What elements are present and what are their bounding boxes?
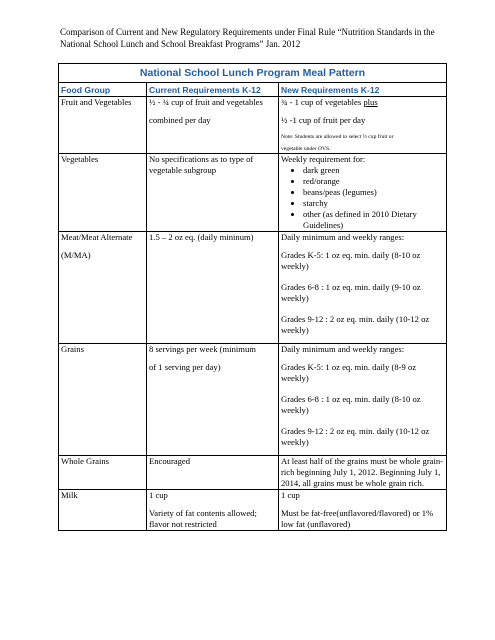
- current-text: Encouraged: [149, 456, 191, 466]
- spacer: [281, 108, 444, 115]
- cell-new: [279, 97, 447, 154]
- cell-new: [279, 232, 447, 344]
- new-text: 1 cup: [281, 490, 300, 500]
- cell-new: [279, 490, 447, 531]
- table-row-whole-grains: [59, 456, 447, 490]
- table-row-vegetables: [59, 154, 447, 232]
- cell-food-group: [59, 490, 147, 531]
- table-row-fruit-vegetables: [59, 97, 447, 154]
- food-group-label: Milk: [61, 490, 78, 500]
- spacer: [281, 355, 444, 362]
- current-text: Variety of fat contents allowed; flavor not restricted: [149, 508, 257, 529]
- food-group-label: Meat/Meat Alternate: [61, 232, 133, 242]
- spacer: [281, 243, 444, 250]
- spacer: [149, 355, 276, 362]
- food-group-label: Grains: [61, 344, 84, 354]
- header-line-1: Comparison of Current and New Regulatory Requirements under Final Rule “Nutrition Standards in the: [60, 27, 435, 37]
- current-text: ½ - ¾ cup of fruit and vegetables: [149, 97, 263, 107]
- spacer: [281, 448, 444, 455]
- cell-new: [279, 344, 447, 456]
- new-text: Grades K-5: 1 oz eq. min. daily (8-9 oz weekly): [281, 362, 417, 383]
- column-header-current: Current Requirements K-12: [147, 83, 279, 97]
- cell-food-group: [59, 456, 147, 490]
- header-line-2: National School Lunch and School Breakfast Programs” Jan. 2012: [60, 39, 301, 49]
- spacer: [281, 384, 444, 394]
- cell-current: [147, 154, 279, 232]
- new-text: Weekly requirement for:: [281, 154, 366, 164]
- current-text: 1.5 – 2 oz eq. (daily mininum): [149, 232, 254, 242]
- spacer: [281, 336, 444, 343]
- meal-pattern-table: [58, 63, 447, 531]
- food-group-label: (M/MA): [61, 250, 91, 260]
- spacer: [61, 243, 144, 250]
- current-text: of 1 serving per day): [149, 362, 221, 372]
- table-row-grains: [59, 344, 447, 456]
- column-header-row: [59, 83, 447, 97]
- list-item: • other (as defined in 2010 Dietary Guidelines): [303, 209, 444, 231]
- new-text: At least half of the grains must be whole grain-rich beginning July 1, 2012. Beginning July 1, 2014, all grains must be whole grain rich.: [281, 456, 444, 488]
- spacer: [281, 126, 444, 133]
- new-text: Grades 6-8 : 1 oz eq. min. daily (8-10 oz weekly): [281, 394, 421, 415]
- list-item: • dark green: [303, 165, 444, 176]
- spacer: [149, 501, 276, 508]
- current-text: 8 servings per week (minimum: [149, 344, 256, 354]
- list-item: • starchy: [303, 198, 444, 209]
- current-text: 1 cup: [149, 490, 168, 500]
- column-header-new: New Requirements K-12: [279, 83, 447, 97]
- new-text: Must be fat-free(unflavored/flavored) or 1% low fat (unflavored): [281, 508, 434, 529]
- current-text: combined per day: [149, 115, 211, 125]
- spacer: [281, 304, 444, 314]
- vegetable-subgroup-list: [281, 165, 444, 231]
- spacer: [149, 108, 276, 115]
- new-text: Grades 9-12 : 2 oz eq. min. daily (10-12 oz weekly): [281, 426, 430, 447]
- food-group-label: Whole Grains: [61, 456, 109, 466]
- cell-food-group: [59, 232, 147, 344]
- cell-food-group: [59, 154, 147, 232]
- current-text: vegetable subgroup: [149, 165, 217, 175]
- cell-current: [147, 232, 279, 344]
- note-text: vegetable under OVS.: [281, 146, 331, 152]
- new-text: Grades 6-8 : 1 oz eq. min. daily (9-10 oz weekly): [281, 282, 421, 303]
- table-row-meat: [59, 232, 447, 344]
- table-row-milk: [59, 490, 447, 531]
- spacer: [281, 416, 444, 426]
- new-text: Daily minimum and weekly ranges:: [281, 232, 405, 242]
- note-text: Note: Students are allowed to select ½ cup fruit or: [281, 134, 394, 140]
- new-text-prefix: ¾ - 1 cup of vegetables: [281, 97, 364, 107]
- new-text: Grades K-5: 1 oz eq. min. daily (8-10 oz weekly): [281, 250, 421, 271]
- cell-current: [147, 490, 279, 531]
- spacer: [281, 501, 444, 508]
- cell-food-group: [59, 344, 147, 456]
- spacer: [281, 272, 444, 282]
- food-group-label: Fruit and Vegetables: [61, 97, 132, 107]
- new-text: Grades 9-12 : 2 oz eq. min. daily (10-12 oz weekly): [281, 314, 430, 335]
- column-header-food-group: Food Group: [59, 83, 147, 97]
- cell-current: [147, 456, 279, 490]
- current-text: No specifications as to type of: [149, 154, 254, 164]
- list-item: • beans/peas (legumes): [303, 187, 444, 198]
- document-header: [60, 26, 460, 50]
- table-title: National School Lunch Program Meal Pattern: [59, 64, 447, 83]
- cell-current: [147, 97, 279, 154]
- new-text: ½ -1 cup of fruit per day: [281, 115, 366, 125]
- cell-new: [279, 456, 447, 490]
- list-item: • red/orange: [303, 176, 444, 187]
- food-group-label: Vegetables: [61, 154, 99, 164]
- cell-current: [147, 344, 279, 456]
- cell-food-group: [59, 97, 147, 154]
- new-text: [281, 97, 444, 108]
- cell-new: [279, 154, 447, 232]
- new-text: Daily minimum and weekly ranges:: [281, 344, 405, 354]
- new-text-underlined: plus: [363, 97, 378, 107]
